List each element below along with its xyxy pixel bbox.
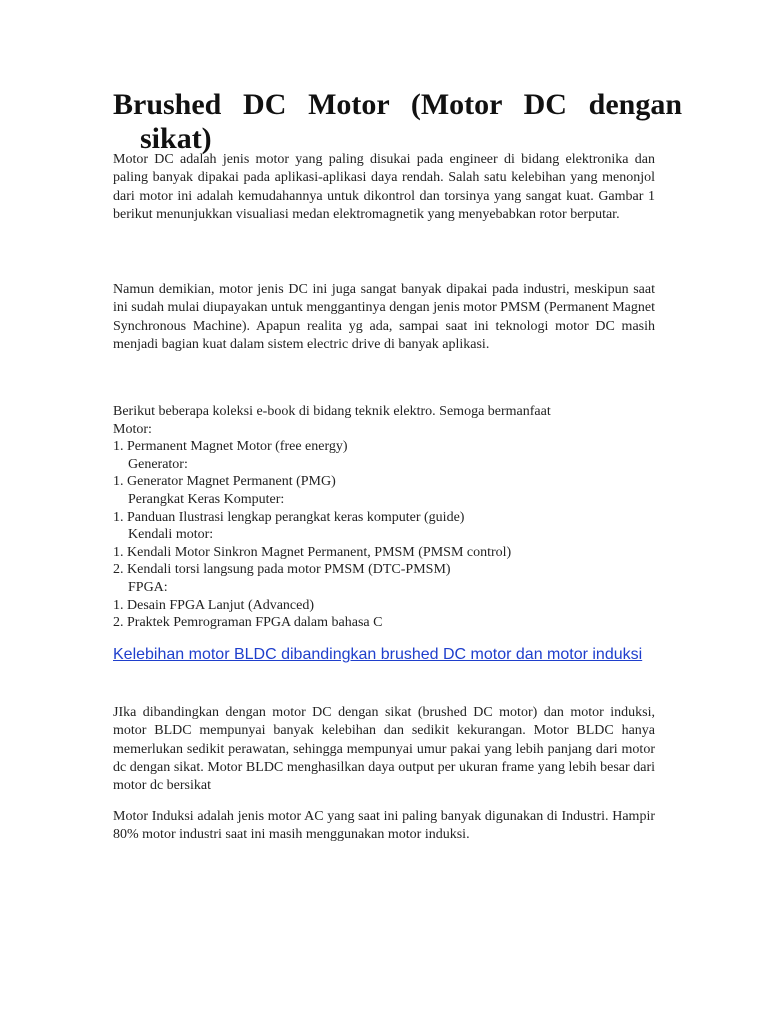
ebook-item: 1. Permanent Magnet Motor (free energy) — [113, 439, 348, 455]
intro-paragraph-2: Namun demikian, motor jenis DC ini juga sangat banyak dipakai pada industri, meskipun saat ini sudah mulai diupayakan untuk menggantinya dengan jenis motor PMSM (Permanent Magnet Synchronous Machine). Apapun realita yg ada, sampai saat ini teknologi motor DC masih menjadi bagian kuat dalam sistem electric drive di banyak aplikasi. — [113, 282, 655, 352]
intro-paragraph-1: Motor DC adalah jenis motor yang paling disukai pada engineer di bidang elektronika dan paling banyak dipakai pada aplikasi-aplikasi daya rendah. Salah satu kelebihan yang menonjol dari motor ini adalah kemudahannya untuk dikontrol dan torsinya yang sangat kuat. Gambar 1 berikut menunjukkan visualiasi medan elektromagnetik yang menyebabkan rotor berputar. — [113, 152, 655, 222]
page-title: Brushed DC Motor (Motor DC dengan sikat) — [113, 88, 682, 155]
ebook-category: Generator: — [128, 456, 188, 472]
ebook-category: FPGA: — [128, 579, 168, 595]
bldc-paragraph: JIka dibandingkan dengan motor DC dengan sikat (brushed DC motor) dan motor induksi, motor BLDC mempunyai banyak kelebihan dan sedikit kekurangan. Motor BLDC hanya memerlukan sedikit perawatan, sehingga mempunyai umur pakai yang lebih panjang dari motor dc dengan sikat. Motor BLDC menghasilkan daya output per ukuran frame yang lebih besar dari motor dc bersikat — [113, 705, 655, 794]
ebook-item: 2. Kendali torsi langsung pada motor PMSM (DTC-PMSM) — [113, 562, 451, 578]
induction-paragraph: Motor Induksi adalah jenis motor AC yang saat ini paling banyak digunakan di Industri. Hampir 80% motor industri saat ini masih menggunakan motor induksi. — [113, 809, 655, 843]
ebook-item: 1. Desain FPGA Lanjut (Advanced) — [113, 597, 315, 613]
ebook-item: 1. Panduan Ilustrasi lengkap perangkat keras komputer (guide) — [113, 509, 465, 525]
ebook-category: Kendali motor: — [128, 527, 214, 543]
ebook-category: Perangkat Keras Komputer: — [128, 491, 285, 507]
ebook-intro: Berikut beberapa koleksi e-book di bidang teknik elektro. Semoga bermanfaat — [113, 404, 551, 419]
ebook-item: 1. Generator Magnet Permanent (PMG) — [113, 474, 336, 490]
section-heading-link[interactable]: Kelebihan motor BLDC dibandingkan brushed DC motor dan motor induksi — [113, 646, 643, 663]
ebook-item: 2. Praktek Pemrograman FPGA dalam bahasa C — [113, 615, 383, 631]
ebook-item: Motor: — [113, 421, 152, 437]
ebook-item: 1. Kendali Motor Sinkron Magnet Permanent, PMSM (PMSM control) — [113, 544, 512, 560]
ebook-list — [113, 403, 655, 632]
